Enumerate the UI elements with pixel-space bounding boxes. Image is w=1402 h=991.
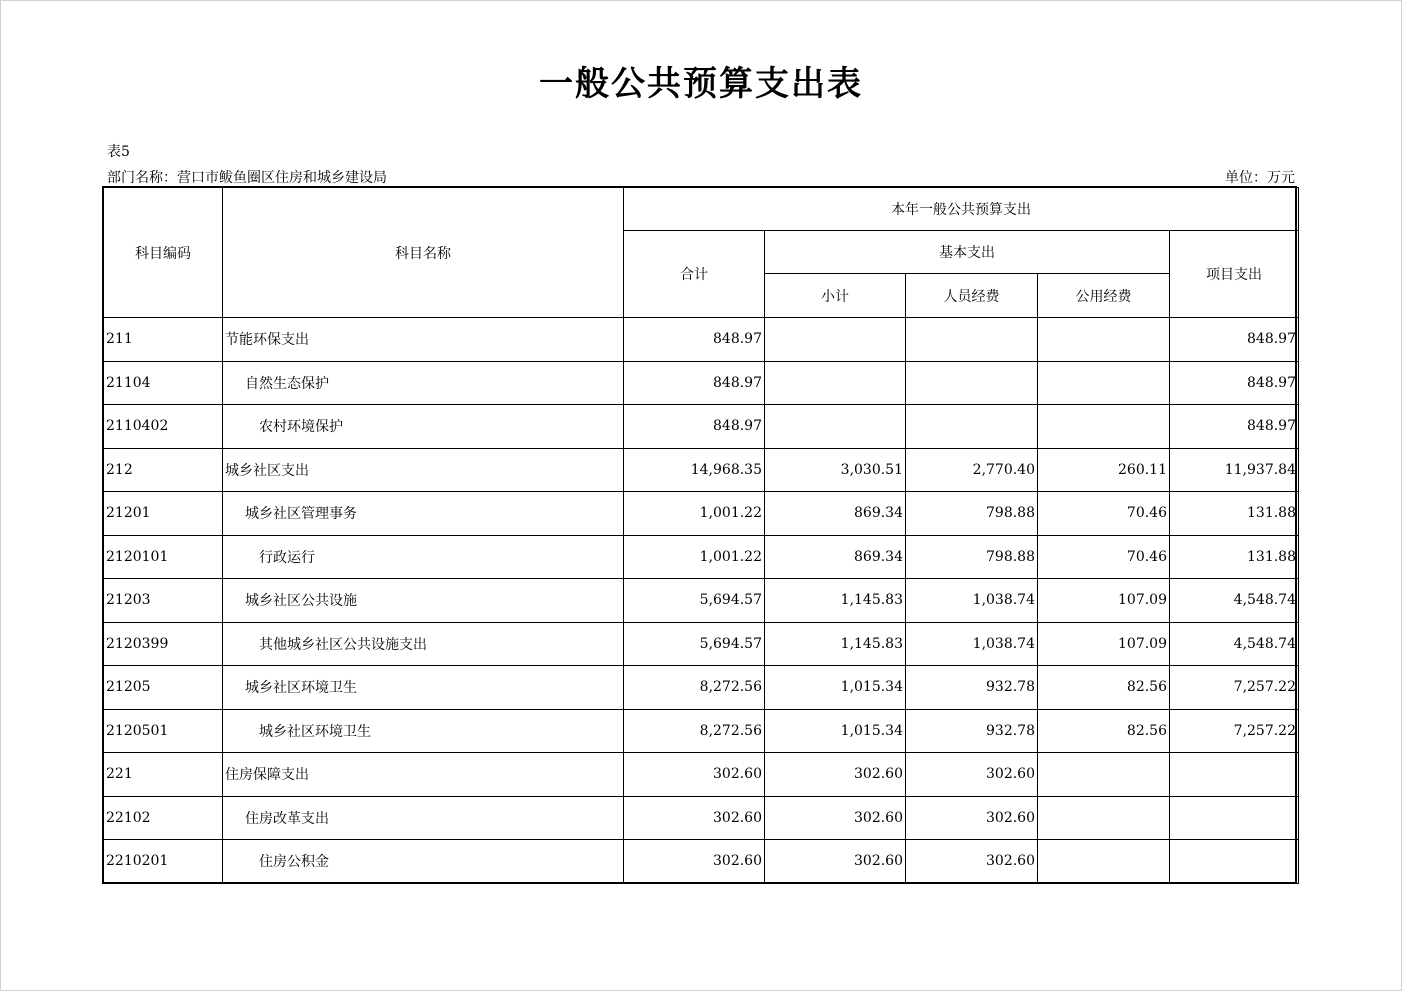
row-code: 2120501 — [104, 709, 223, 753]
row-total: 848.97 — [624, 318, 765, 362]
table-row — [104, 492, 1299, 536]
row-name: 城乡社区环境卫生 — [223, 666, 624, 710]
header-personnel: 人员经费 — [906, 274, 1038, 318]
table-row — [104, 318, 1299, 362]
table-row — [104, 666, 1299, 710]
row-code: 21201 — [104, 492, 223, 536]
row-public — [1038, 753, 1170, 797]
row-public: 107.09 — [1038, 622, 1170, 666]
table-row — [104, 535, 1299, 579]
row-subtotal: 302.60 — [765, 796, 906, 840]
row-public: 260.11 — [1038, 448, 1170, 492]
budget-table — [103, 187, 1299, 884]
row-personnel — [906, 318, 1038, 362]
row-public: 82.56 — [1038, 709, 1170, 753]
header-basic: 基本支出 — [765, 231, 1170, 274]
row-code: 211 — [104, 318, 223, 362]
row-project — [1170, 796, 1299, 840]
table-row — [104, 622, 1299, 666]
row-personnel: 302.60 — [906, 753, 1038, 797]
row-code: 21104 — [104, 361, 223, 405]
row-subtotal — [765, 318, 906, 362]
row-subtotal — [765, 405, 906, 449]
table-row — [104, 840, 1299, 884]
row-subtotal: 869.34 — [765, 492, 906, 536]
row-subtotal: 3,030.51 — [765, 448, 906, 492]
row-name: 住房保障支出 — [223, 753, 624, 797]
page-title: 一般公共预算支出表 — [539, 64, 863, 104]
row-name: 城乡社区公共设施 — [223, 579, 624, 623]
row-code: 2120101 — [104, 535, 223, 579]
row-project: 7,257.22 — [1170, 666, 1299, 710]
row-total: 848.97 — [624, 361, 765, 405]
table-row — [104, 361, 1299, 405]
row-name: 节能环保支出 — [223, 318, 624, 362]
header-public: 公用经费 — [1038, 274, 1170, 318]
row-personnel: 302.60 — [906, 796, 1038, 840]
header-code: 科目编码 — [104, 188, 223, 318]
row-personnel: 798.88 — [906, 535, 1038, 579]
row-total: 8,272.56 — [624, 666, 765, 710]
table-row — [104, 448, 1299, 492]
row-personnel: 1,038.74 — [906, 579, 1038, 623]
row-code: 212 — [104, 448, 223, 492]
row-subtotal: 1,145.83 — [765, 622, 906, 666]
row-total: 1,001.22 — [624, 535, 765, 579]
row-code: 22102 — [104, 796, 223, 840]
department-label: 部门名称：营口市鲅鱼圈区住房和城乡建设局 — [107, 170, 387, 186]
row-public: 70.46 — [1038, 492, 1170, 536]
row-public — [1038, 796, 1170, 840]
header-group: 本年一般公共预算支出 — [624, 188, 1299, 231]
row-project: 848.97 — [1170, 318, 1299, 362]
row-public — [1038, 405, 1170, 449]
row-name: 城乡社区支出 — [223, 448, 624, 492]
row-personnel: 2,770.40 — [906, 448, 1038, 492]
row-subtotal: 869.34 — [765, 535, 906, 579]
row-code: 21203 — [104, 579, 223, 623]
row-personnel: 932.78 — [906, 666, 1038, 710]
row-project: 4,548.74 — [1170, 622, 1299, 666]
row-total: 8,272.56 — [624, 709, 765, 753]
row-total: 302.60 — [624, 796, 765, 840]
row-subtotal: 1,015.34 — [765, 666, 906, 710]
row-project: 131.88 — [1170, 535, 1299, 579]
row-total: 302.60 — [624, 753, 765, 797]
row-name: 住房改革支出 — [223, 796, 624, 840]
row-name: 自然生态保护 — [223, 361, 624, 405]
table-row — [104, 709, 1299, 753]
header-name: 科目名称 — [223, 188, 624, 318]
row-public: 82.56 — [1038, 666, 1170, 710]
row-code: 2210201 — [104, 840, 223, 884]
row-subtotal: 302.60 — [765, 840, 906, 884]
row-code: 221 — [104, 753, 223, 797]
table-body — [104, 318, 1299, 884]
row-public — [1038, 840, 1170, 884]
row-total: 1,001.22 — [624, 492, 765, 536]
header-project: 项目支出 — [1170, 231, 1299, 318]
row-project — [1170, 753, 1299, 797]
row-subtotal — [765, 361, 906, 405]
row-subtotal: 1,145.83 — [765, 579, 906, 623]
row-total: 14,968.35 — [624, 448, 765, 492]
table-row — [104, 753, 1299, 797]
row-name: 城乡社区环境卫生 — [223, 709, 624, 753]
row-personnel — [906, 405, 1038, 449]
row-public — [1038, 361, 1170, 405]
row-code: 21205 — [104, 666, 223, 710]
row-subtotal: 302.60 — [765, 753, 906, 797]
row-code: 2110402 — [104, 405, 223, 449]
table-row — [104, 579, 1299, 623]
unit-label: 单位：万元 — [1225, 170, 1295, 186]
row-personnel: 932.78 — [906, 709, 1038, 753]
row-total: 5,694.57 — [624, 622, 765, 666]
row-project: 131.88 — [1170, 492, 1299, 536]
table-row — [104, 796, 1299, 840]
row-total: 5,694.57 — [624, 579, 765, 623]
row-project: 848.97 — [1170, 361, 1299, 405]
row-project: 4,548.74 — [1170, 579, 1299, 623]
row-total: 848.97 — [624, 405, 765, 449]
row-code: 2120399 — [104, 622, 223, 666]
row-public — [1038, 318, 1170, 362]
row-project: 848.97 — [1170, 405, 1299, 449]
row-subtotal: 1,015.34 — [765, 709, 906, 753]
row-project: 11,937.84 — [1170, 448, 1299, 492]
row-name: 住房公积金 — [223, 840, 624, 884]
row-project — [1170, 840, 1299, 884]
table-row — [104, 405, 1299, 449]
row-name: 行政运行 — [223, 535, 624, 579]
header-subtotal: 小计 — [765, 274, 906, 318]
row-name: 农村环境保护 — [223, 405, 624, 449]
row-project: 7,257.22 — [1170, 709, 1299, 753]
row-public: 107.09 — [1038, 579, 1170, 623]
row-personnel: 302.60 — [906, 840, 1038, 884]
table-number: 表5 — [107, 144, 130, 160]
row-name: 城乡社区管理事务 — [223, 492, 624, 536]
row-personnel: 798.88 — [906, 492, 1038, 536]
row-personnel: 1,038.74 — [906, 622, 1038, 666]
row-personnel — [906, 361, 1038, 405]
row-total: 302.60 — [624, 840, 765, 884]
row-public: 70.46 — [1038, 535, 1170, 579]
header-total: 合计 — [624, 231, 765, 318]
row-name: 其他城乡社区公共设施支出 — [223, 622, 624, 666]
